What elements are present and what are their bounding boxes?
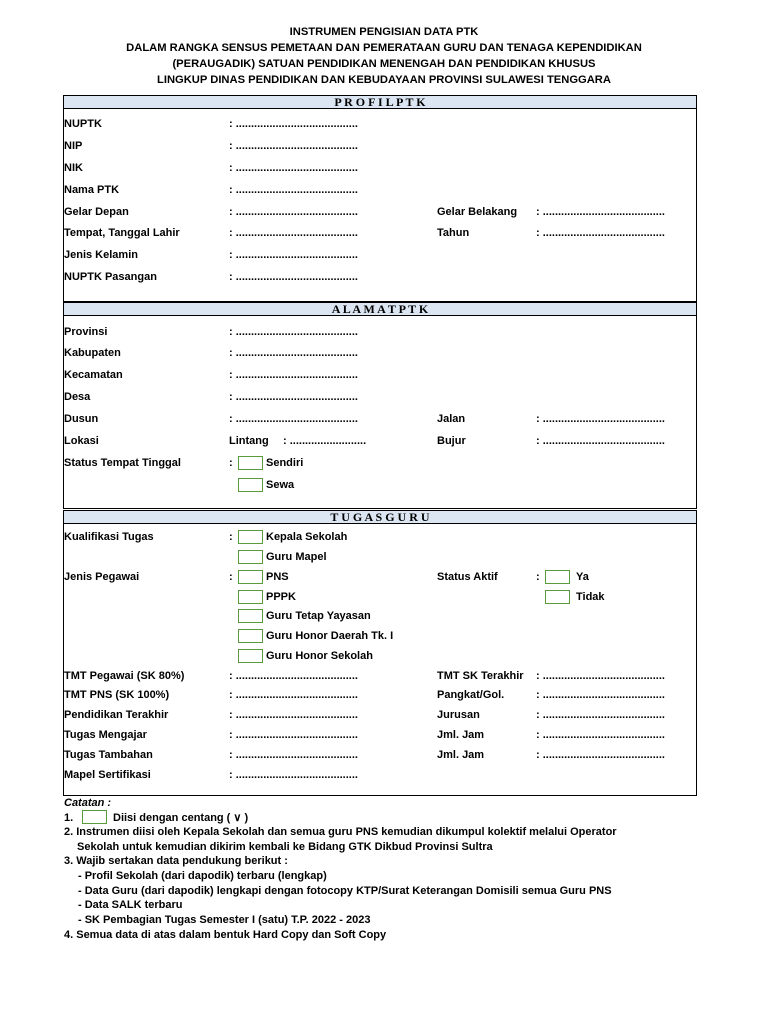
- gelar-depan-field[interactable]: : ........................................: [229, 206, 358, 218]
- kepala-sekolah-checkbox[interactable]: [238, 530, 263, 544]
- sendiri-label: Sendiri: [266, 457, 304, 469]
- nuptk-label: NUPTK: [64, 118, 102, 130]
- dusun-field[interactable]: : ........................................: [229, 413, 358, 425]
- example-checkbox: [82, 810, 107, 824]
- honor-daerah-label: Guru Honor Daerah Tk. I: [266, 630, 394, 642]
- status-tinggal-colon: :: [229, 457, 233, 469]
- honor-sekolah-label: Guru Honor Sekolah: [266, 650, 373, 662]
- profil-section-title: P R O F I L P T K: [63, 95, 697, 109]
- desa-field[interactable]: : ........................................: [229, 391, 358, 403]
- tugas-tambahan-label: Tugas Tambahan: [64, 749, 153, 761]
- status-tinggal-label: Status Tempat Tinggal: [64, 457, 181, 469]
- tmt-pns-label: TMT PNS (SK 100%): [64, 689, 170, 701]
- nik-field[interactable]: : ........................................: [229, 162, 358, 174]
- gelar-belakang-label: Gelar Belakang: [437, 206, 518, 218]
- jenis-pegawai-label: Jenis Pegawai: [64, 571, 140, 583]
- note-4: 4. Semua data di atas dalam bentuk Hard Copy dan Soft Copy: [64, 929, 387, 941]
- nik-label: NIK: [64, 162, 83, 174]
- ya-checkbox[interactable]: [545, 570, 570, 584]
- jenis-kelamin-field[interactable]: : ........................................: [229, 249, 358, 261]
- jurusan-label: Jurusan: [437, 709, 480, 721]
- tmt-pegawai-field[interactable]: : ........................................: [229, 670, 358, 682]
- kualifikasi-colon: :: [229, 531, 233, 543]
- gty-checkbox[interactable]: [238, 609, 263, 623]
- provinsi-field[interactable]: : ........................................: [229, 326, 358, 338]
- dusun-label: Dusun: [64, 413, 99, 425]
- sendiri-checkbox[interactable]: [238, 456, 263, 470]
- nuptk-pasangan-field[interactable]: : ........................................: [229, 271, 358, 283]
- lintang-label: Lintang: [229, 435, 269, 447]
- mapel-sertifikasi-field[interactable]: : ........................................: [229, 769, 358, 781]
- gelar-belakang-field[interactable]: : ........................................: [536, 206, 665, 218]
- jml-jam-field-1[interactable]: : ........................................: [536, 729, 665, 741]
- tidak-label: Tidak: [576, 591, 605, 603]
- kabupaten-label: Kabupaten: [64, 347, 121, 359]
- jalan-field[interactable]: : ........................................: [536, 413, 665, 425]
- kualifikasi-label: Kualifikasi Tugas: [64, 531, 154, 543]
- tmt-pns-field[interactable]: : ........................................: [229, 689, 358, 701]
- nuptk-pasangan-label: NUPTK Pasangan: [64, 271, 157, 283]
- alamat-section-frame: [63, 302, 697, 509]
- ya-label: Ya: [576, 571, 589, 583]
- guru-mapel-label: Guru Mapel: [266, 551, 327, 563]
- nuptk-field[interactable]: : ........................................: [229, 118, 358, 130]
- tugas-mengajar-label: Tugas Mengajar: [64, 729, 147, 741]
- nip-field[interactable]: : ........................................: [229, 140, 358, 152]
- kabupaten-field[interactable]: : ........................................: [229, 347, 358, 359]
- mapel-sertifikasi-label: Mapel Sertifikasi: [64, 769, 151, 781]
- pppk-label: PPPK: [266, 591, 296, 603]
- lokasi-label: Lokasi: [64, 435, 99, 447]
- jml-jam-label-1: Jml. Jam: [437, 729, 485, 741]
- guru-mapel-checkbox[interactable]: [238, 550, 263, 564]
- kecamatan-label: Kecamatan: [64, 369, 123, 381]
- note-3-item: - Profil Sekolah (dari dapodik) terbaru (lengkap): [78, 870, 327, 882]
- jurusan-field[interactable]: : ........................................: [536, 709, 665, 721]
- note-1-number: 1.: [64, 812, 74, 824]
- sewa-checkbox[interactable]: [238, 478, 263, 492]
- jenis-pegawai-colon: :: [229, 571, 233, 583]
- ttl-label: Tempat, Tanggal Lahir: [64, 227, 180, 239]
- tugas-mengajar-field[interactable]: : ........................................: [229, 729, 358, 741]
- header-subtitle-1: DALAM RANGKA SENSUS PEMETAAN DAN PEMERATAAN GURU DAN TENAGA KEPENDIDIKAN: [126, 42, 642, 54]
- pns-checkbox[interactable]: [238, 570, 263, 584]
- bujur-field[interactable]: : ........................................: [536, 435, 665, 447]
- tahun-label: Tahun: [437, 227, 470, 239]
- sewa-label: Sewa: [266, 479, 295, 491]
- pendidikan-label: Pendidikan Terakhir: [64, 709, 169, 721]
- note-3-item: - Data SALK terbaru: [78, 899, 183, 911]
- kecamatan-field[interactable]: : ........................................: [229, 369, 358, 381]
- jml-jam-field-2[interactable]: : ........................................: [536, 749, 665, 761]
- lintang-field[interactable]: : .........................: [283, 435, 367, 447]
- note-3-item: - SK Pembagian Tugas Semester I (satu) T.P. 2022 - 2023: [78, 914, 371, 926]
- header-subtitle-2: (PERAUGADIK) SATUAN PENDIDIKAN MENENGAH DAN PENDIDIKAN KHUSUS: [172, 58, 596, 70]
- kepala-sekolah-label: Kepala Sekolah: [266, 531, 348, 543]
- pns-label: PNS: [266, 571, 289, 583]
- document-header: [0, 24, 768, 88]
- jenis-kelamin-label: Jenis Kelamin: [64, 249, 138, 261]
- honor-sekolah-checkbox[interactable]: [238, 649, 263, 663]
- gelar-depan-label: Gelar Depan: [64, 206, 129, 218]
- honor-daerah-checkbox[interactable]: [238, 629, 263, 643]
- header-subtitle-3: LINGKUP DINAS PENDIDIKAN DAN KEBUDAYAAN PROVINSI SULAWESI TENGGARA: [157, 74, 611, 86]
- note-3: 3. Wajib sertakan data pendukung berikut :: [64, 855, 288, 867]
- tugas-tambahan-field[interactable]: : ........................................: [229, 749, 358, 761]
- note-3-item: - Data Guru (dari dapodik) lengkapi dengan fotocopy KTP/Surat Keterangan Domisili semua Guru PNS: [78, 885, 612, 897]
- status-aktif-label: Status Aktif: [437, 571, 498, 583]
- tmt-pegawai-label: TMT Pegawai (SK 80%): [64, 670, 185, 682]
- note-2-line-2: Sekolah untuk kemudian dikirim kembali ke Bidang GTK Dikbud Provinsi Sultra: [77, 841, 493, 853]
- pppk-checkbox[interactable]: [238, 590, 263, 604]
- note-1-text: Diisi dengan centang ( ∨ ): [113, 812, 249, 824]
- pangkat-label: Pangkat/Gol.: [437, 689, 505, 701]
- tahun-field[interactable]: : ........................................: [536, 227, 665, 239]
- tmt-sk-terakhir-label: TMT SK Terakhir: [437, 670, 524, 682]
- tidak-checkbox[interactable]: [545, 590, 570, 604]
- alamat-section-title: A L A M A T P T K: [63, 302, 697, 316]
- gty-label: Guru Tetap Yayasan: [266, 610, 371, 622]
- pangkat-field[interactable]: : ........................................: [536, 689, 665, 701]
- jml-jam-label-2: Jml. Jam: [437, 749, 485, 761]
- profil-section-frame: [63, 95, 697, 302]
- nama-ptk-label: Nama PTK: [64, 184, 120, 196]
- nip-label: NIP: [64, 140, 83, 152]
- nama-ptk-field[interactable]: : ........................................: [229, 184, 358, 196]
- tmt-sk-terakhir-field[interactable]: : ........................................: [536, 670, 665, 682]
- status-aktif-colon: :: [536, 571, 540, 583]
- header-title: INSTRUMEN PENGISIAN DATA PTK: [289, 26, 479, 38]
- ttl-field[interactable]: : ........................................: [229, 227, 358, 239]
- pendidikan-field[interactable]: : ........................................: [229, 709, 358, 721]
- provinsi-label: Provinsi: [64, 326, 108, 338]
- note-2-line-1: 2. Instrumen diisi oleh Kepala Sekolah dan semua guru PNS kemudian dikumpul kolektif melalui Operator: [64, 826, 617, 838]
- jalan-label: Jalan: [437, 413, 466, 425]
- bujur-label: Bujur: [437, 435, 466, 447]
- notes-title: Catatan :: [64, 797, 112, 809]
- desa-label: Desa: [64, 391, 91, 403]
- tugas-section-title: T U G A S G U R U: [63, 510, 697, 524]
